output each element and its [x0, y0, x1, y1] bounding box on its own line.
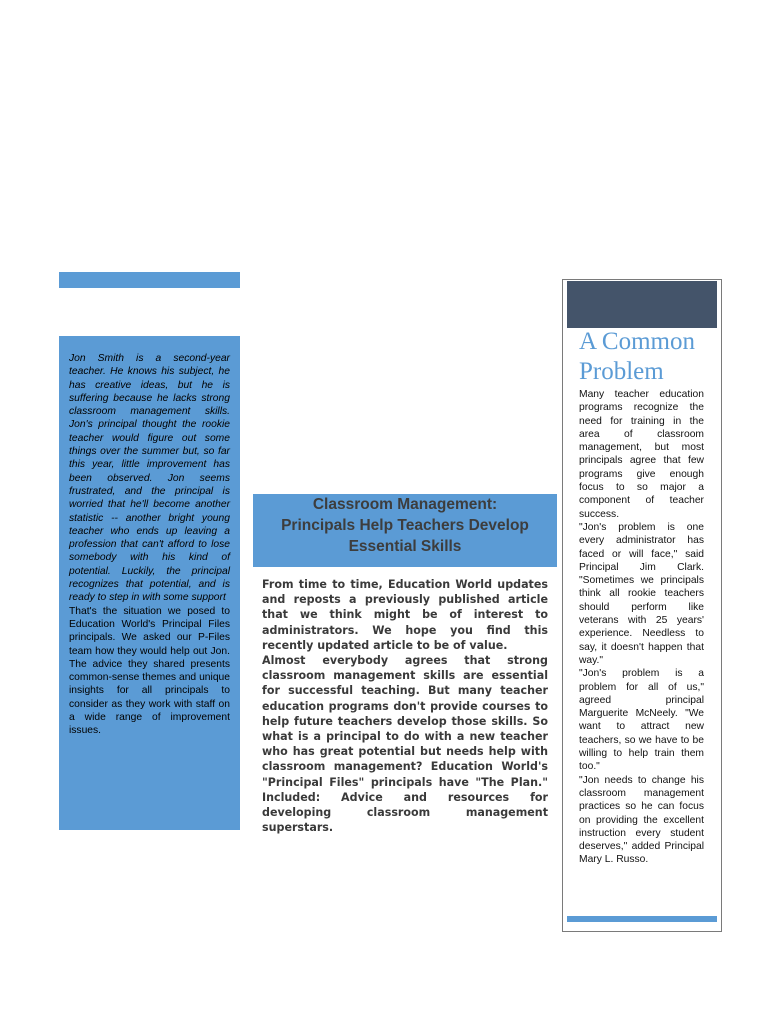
sidebar-paragraph-1: Many teacher education programs recognize the need for training in the area of classroom management, but most principals agree that few programs give enough focus to so major a component of teacher success. — [579, 389, 704, 520]
article-title-line-3: Essential Skills — [348, 538, 462, 555]
article-paragraph-2: Almost everybody agrees that strong classroom management skills are essential for successful teaching. But many teacher education programs don't provide courses to help future teachers develop those skills. So what is a principal to do with a new teacher who has great potential but needs help with classroom management? Education World's "Principal Files" principals have "The Plan." Included: Advice and resources for developing classroom management superstars. — [262, 654, 548, 835]
left-callout-box — [59, 336, 240, 830]
article-body — [262, 577, 548, 835]
left-accent-bar — [59, 272, 240, 288]
sidebar-header-block — [567, 281, 717, 328]
sidebar-body — [579, 388, 704, 867]
article-paragraph-1: From time to time, Education World updates and reposts a previously published article that we think might be of interest to administrators. We hope you find this recently updated article to be of value. — [262, 578, 548, 652]
article-title-box — [253, 494, 557, 567]
sidebar-heading: A Common Problem — [579, 328, 695, 385]
article-title-line-2: Principals Help Teachers Develop — [281, 517, 529, 534]
sidebar-paragraph-3: "Jon's problem is a problem for all of us," agreed principal Marguerite McNeely. "We want to attract new teachers, so we have to be willing to help train them too." — [579, 668, 704, 773]
left-intro-text: Jon Smith is a second-year teacher. He knows his subject, he has creative ideas, but he is suffering because he lacks strong classroom management skills. Jon's principal thought the rookie teacher would figure out some things over the summer but, so far this year, little improvement has been observed. Jon seems frustrated, and the principal is worried that he'll become another statistic -- another bright young teacher who ends up leaving a profession that can't afford to lose somebody with his kind of potential. Luckily, the principal recognizes that potential, and is ready to step in with some support — [69, 353, 230, 604]
left-body-text: That's the situation we posed to Education World's Principal Files principals. We asked our P-Files team how they would help out Jon. The advice they shared presents common-sense themes and unique insights for all principals to consider as they work with staff on a wide range of improvement issues. — [69, 605, 230, 737]
sidebar-footer-bar — [567, 916, 717, 922]
sidebar-paragraph-4: "Jon needs to change his classroom management practices so he can focus on providing the excellent instruction every student deserves," added Principal Mary L. Russo. — [579, 774, 704, 866]
sidebar-paragraph-2: "Jon's problem is one every administrator has faced or will face," said Principal Jim Clark. "Sometimes we principals think all rookie teachers should perform like veterans with 25 years' experience. Needless to say, it doesn't happen that way." — [579, 521, 704, 666]
article-title-line-1: Classroom Management: — [312, 496, 498, 513]
